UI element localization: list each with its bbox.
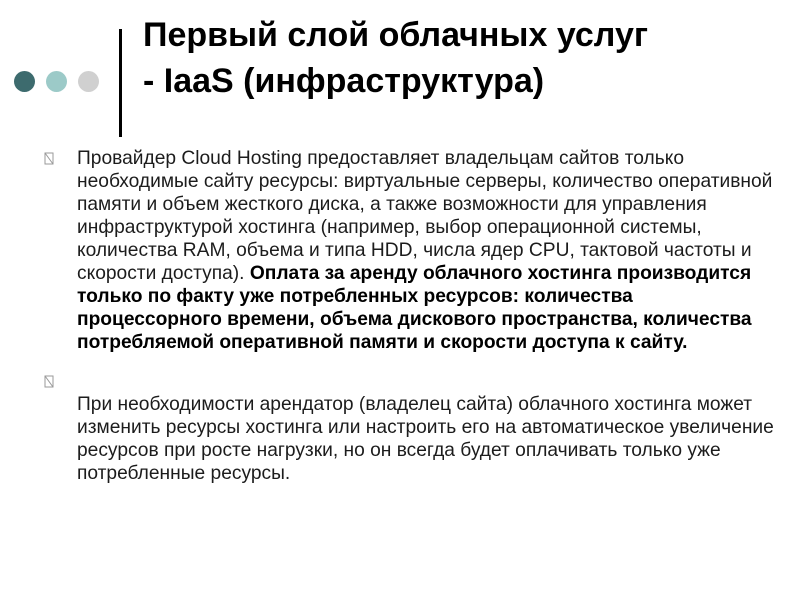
slide-title-line-1: Первый слой облачных услуг	[143, 16, 649, 54]
bullet-empty-line	[77, 370, 774, 393]
dot-dark	[14, 71, 35, 92]
slide-body	[44, 147, 774, 485]
dot-gray	[78, 71, 99, 92]
bullet-icon	[44, 152, 55, 165]
title-divider-line	[119, 29, 122, 137]
bullet-item-1	[44, 147, 774, 354]
bullet-text-1	[77, 147, 774, 354]
dot-teal	[46, 71, 67, 92]
bullet-text-1-regular: Провайдер Cloud Hosting предоставляет владельцам сайтов только необходимые сайту ресурсы: виртуальные серверы, количество оперативной памяти и объем жесткого диска, а также возможности для управления инфраструктурой хостинга (например, выбор операционной системы, количества RAM, объема и типа HDD, числа ядер CPU, тактовой частоты и скорости доступа).	[77, 148, 773, 284]
bullet-text-2: При необходимости арендатор (владелец сайта) облачного хостинга может изменить ресурсы хостинга или настроить его на автоматическое увеличение ресурсов при росте нагрузки, но он всегда будет оплачивать только уже потребленные ресурсы.	[77, 394, 774, 484]
bullet-icon	[44, 375, 55, 388]
bullet-text-1-bold: Оплата за аренду облачного хостинга производится только по факту уже потребленных ресурсов: количества процессорного времени, объема дискового пространства, количества потребляемой оперативной памяти и скорости доступа к сайту.	[77, 263, 752, 353]
decorative-dots	[14, 71, 99, 92]
bullet-item-2	[44, 370, 774, 485]
slide-title-line-2: - IaaS (инфраструктура)	[143, 62, 545, 100]
slide-title	[143, 12, 783, 104]
